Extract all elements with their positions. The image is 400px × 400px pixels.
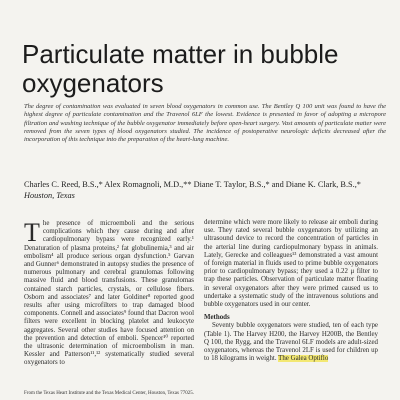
intro-paragraph (24, 220, 194, 368)
article-authors (24, 180, 364, 201)
author-list: Charles C. Reed, B.S.,* Alex Romagnoli, M.D.,** Diane T. Taylor, B.S.,* and Diane K. Clark, B.S.,* (24, 180, 361, 189)
methods-paragraph (204, 322, 378, 363)
author-location: Houston, Texas (24, 190, 75, 200)
intro-continued-paragraph: determine which were more likely to release air emboli during use. They rated several bubble oxygenators by utilizing an ultrasound device to record the concentration of particles in the arterial line during cardiopulmonary bypass in animals. Lately, Gerecke and colleagues¹³ demonstrated a vast amount of foreign material in fluids used to prime bubble oxygenators prior to cardiopulmonary bypass; they used a 0.22 μ filter to trap these particles. Observation of particulate matter floating in several oxygenators after they were primed caused us to undertake a systematic study of the intravenous solutions and bubble oxygenators used in our center. (204, 219, 378, 309)
methods-text: Seventy bubble oxygenators were studied, ten of each type (Table 1). The Harvey H200, the Harvey H200B, the Bentley Q 100, the Rygg, and the Travenol 6LF models are adult-sized oxygenators, whereas the Travenol 2LF is used for children up to 18 kilograms in weight. (204, 322, 378, 363)
left-column (24, 220, 194, 368)
affiliation-footnote: From the Texas Heart Institute and the Texas Medical Center, Houston, Texas 77025. (24, 391, 194, 396)
drop-cap: T (24, 218, 40, 247)
intro-text: he presence of microemboli and the serious complications which they cause during and after cardiopulmonary bypass were recognized early.¹ Denaturation of plasma proteins,² fat globulinemia,³ and air embolism⁴ all produce serious organ dysfunction.⁵ Garvan and Gunner⁶ demonstrated in autopsy studies the presence of numerous pulmonary and cerebral granulomas following massive fluid and blood transfusions. These granulomas contained starch particles, crystals, or cellulose fibers. Osborn and associates⁷ and later Goldiner⁸ reported good results after using microfilters to trap damaged blood components. Connell and associates⁹ found that Dacron wool filters were excellent in blocking platelet and leukocyte aggregates. Several other studies have focused attention on the prevention and detection of emboli. Spencer¹⁰ reported the ultrasonic determination of microembolism in man. Kessler and Patterson¹¹,¹² systematically studied several oxygenators to (24, 220, 194, 367)
right-column (204, 219, 378, 363)
methods-heading: Methods (204, 314, 230, 322)
highlighted-text: The Galea Optiflo (278, 355, 329, 363)
article-abstract: The degree of contamination was evaluated in seven blood oxygenators in common use. The Bentley Q 100 unit was found to have the highest degree of particulate contamination and the Travenol 6LF the lowest. Evidence is presented in favor of adopting a micropore filtration and washing technique of the bubble oxygenator immediately before open-heart surgery. Vast amounts of particulate matter were removed from the seven types of blood oxygenators studied. The incidence of postoperative neurologic deficits decreased after the incorporation of this technique into the preparation of the heart-lung machine. (24, 103, 386, 144)
article-title: Particulate matter in bubble oxygenators (22, 39, 339, 98)
